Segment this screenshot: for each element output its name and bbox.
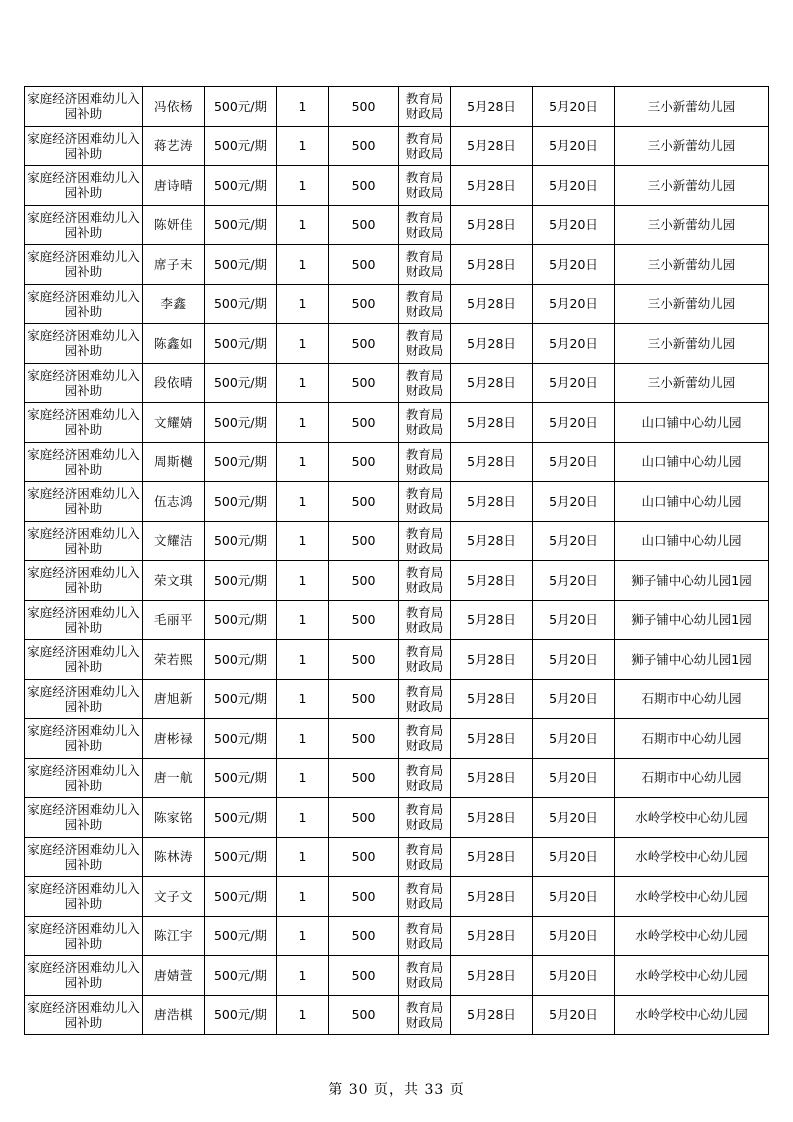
cell-date-1: 5月28日 xyxy=(451,166,533,206)
table-row xyxy=(25,284,769,324)
cell-standard: 500元/期 xyxy=(205,482,277,522)
cell-date-1: 5月28日 xyxy=(451,719,533,759)
cell-standard: 500元/期 xyxy=(205,561,277,601)
cell-item: 家庭经济困难幼儿入园补助 xyxy=(25,995,143,1035)
cell-count: 1 xyxy=(277,363,329,403)
cell-name: 唐旭新 xyxy=(143,679,205,719)
cell-amount: 500 xyxy=(329,482,399,522)
cell-school: 三小新蕾幼儿园 xyxy=(615,126,769,166)
cell-date-1: 5月28日 xyxy=(451,600,533,640)
cell-item: 家庭经济困难幼儿入园补助 xyxy=(25,916,143,956)
cell-date-1: 5月28日 xyxy=(451,363,533,403)
cell-name: 段依晴 xyxy=(143,363,205,403)
cell-school: 山口铺中心幼儿园 xyxy=(615,482,769,522)
cell-count: 1 xyxy=(277,284,329,324)
cell-standard: 500元/期 xyxy=(205,521,277,561)
cell-department: 教育局财政局 xyxy=(399,877,451,917)
cell-item: 家庭经济困难幼儿入园补助 xyxy=(25,363,143,403)
cell-count: 1 xyxy=(277,679,329,719)
cell-standard: 500元/期 xyxy=(205,245,277,285)
table-row xyxy=(25,87,769,127)
cell-count: 1 xyxy=(277,442,329,482)
cell-date-2: 5月20日 xyxy=(533,87,615,127)
table-row xyxy=(25,561,769,601)
cell-item: 家庭经济困难幼儿入园补助 xyxy=(25,719,143,759)
cell-name: 蒋艺涛 xyxy=(143,126,205,166)
cell-school: 三小新蕾幼儿园 xyxy=(615,245,769,285)
cell-date-2: 5月20日 xyxy=(533,205,615,245)
cell-name: 文耀洁 xyxy=(143,521,205,561)
cell-date-1: 5月28日 xyxy=(451,798,533,838)
cell-date-2: 5月20日 xyxy=(533,245,615,285)
cell-department: 教育局财政局 xyxy=(399,640,451,680)
cell-date-1: 5月28日 xyxy=(451,916,533,956)
cell-school: 水岭学校中心幼儿园 xyxy=(615,837,769,877)
cell-count: 1 xyxy=(277,126,329,166)
cell-date-2: 5月20日 xyxy=(533,126,615,166)
cell-department: 教育局财政局 xyxy=(399,995,451,1035)
cell-name: 陈江宇 xyxy=(143,916,205,956)
cell-department: 教育局财政局 xyxy=(399,284,451,324)
cell-amount: 500 xyxy=(329,640,399,680)
cell-amount: 500 xyxy=(329,877,399,917)
cell-amount: 500 xyxy=(329,324,399,364)
cell-name: 唐一航 xyxy=(143,758,205,798)
table-row xyxy=(25,995,769,1035)
cell-date-2: 5月20日 xyxy=(533,324,615,364)
cell-standard: 500元/期 xyxy=(205,166,277,206)
cell-count: 1 xyxy=(277,758,329,798)
cell-count: 1 xyxy=(277,205,329,245)
cell-amount: 500 xyxy=(329,600,399,640)
table-row xyxy=(25,798,769,838)
cell-department: 教育局财政局 xyxy=(399,600,451,640)
cell-item: 家庭经济困难幼儿入园补助 xyxy=(25,679,143,719)
cell-standard: 500元/期 xyxy=(205,916,277,956)
cell-amount: 500 xyxy=(329,245,399,285)
table-row xyxy=(25,442,769,482)
cell-department: 教育局财政局 xyxy=(399,324,451,364)
cell-date-1: 5月28日 xyxy=(451,758,533,798)
cell-date-2: 5月20日 xyxy=(533,758,615,798)
cell-name: 毛丽平 xyxy=(143,600,205,640)
cell-date-2: 5月20日 xyxy=(533,600,615,640)
cell-count: 1 xyxy=(277,166,329,206)
cell-name: 荣若熙 xyxy=(143,640,205,680)
cell-date-1: 5月28日 xyxy=(451,205,533,245)
cell-item: 家庭经济困难幼儿入园补助 xyxy=(25,482,143,522)
cell-school: 水岭学校中心幼儿园 xyxy=(615,877,769,917)
cell-school: 水岭学校中心幼儿园 xyxy=(615,798,769,838)
cell-amount: 500 xyxy=(329,956,399,996)
table-row xyxy=(25,600,769,640)
cell-amount: 500 xyxy=(329,521,399,561)
cell-item: 家庭经济困难幼儿入园补助 xyxy=(25,956,143,996)
cell-item: 家庭经济困难幼儿入园补助 xyxy=(25,126,143,166)
cell-amount: 500 xyxy=(329,442,399,482)
cell-item: 家庭经济困难幼儿入园补助 xyxy=(25,798,143,838)
cell-item: 家庭经济困难幼儿入园补助 xyxy=(25,758,143,798)
cell-amount: 500 xyxy=(329,561,399,601)
cell-standard: 500元/期 xyxy=(205,798,277,838)
cell-amount: 500 xyxy=(329,205,399,245)
table-row xyxy=(25,403,769,443)
cell-name: 伍志鸿 xyxy=(143,482,205,522)
cell-date-2: 5月20日 xyxy=(533,719,615,759)
cell-date-2: 5月20日 xyxy=(533,798,615,838)
cell-amount: 500 xyxy=(329,403,399,443)
cell-standard: 500元/期 xyxy=(205,87,277,127)
cell-date-1: 5月28日 xyxy=(451,442,533,482)
cell-count: 1 xyxy=(277,482,329,522)
cell-date-2: 5月20日 xyxy=(533,442,615,482)
table-row xyxy=(25,877,769,917)
cell-school: 三小新蕾幼儿园 xyxy=(615,284,769,324)
cell-date-1: 5月28日 xyxy=(451,640,533,680)
cell-count: 1 xyxy=(277,798,329,838)
cell-amount: 500 xyxy=(329,284,399,324)
cell-department: 教育局财政局 xyxy=(399,561,451,601)
cell-date-1: 5月28日 xyxy=(451,87,533,127)
cell-name: 冯依杨 xyxy=(143,87,205,127)
cell-date-1: 5月28日 xyxy=(451,837,533,877)
cell-count: 1 xyxy=(277,916,329,956)
cell-date-2: 5月20日 xyxy=(533,561,615,601)
cell-count: 1 xyxy=(277,561,329,601)
cell-date-1: 5月28日 xyxy=(451,482,533,522)
cell-item: 家庭经济困难幼儿入园补助 xyxy=(25,600,143,640)
cell-school: 三小新蕾幼儿园 xyxy=(615,363,769,403)
cell-amount: 500 xyxy=(329,719,399,759)
cell-item: 家庭经济困难幼儿入园补助 xyxy=(25,837,143,877)
cell-item: 家庭经济困难幼儿入园补助 xyxy=(25,324,143,364)
cell-department: 教育局财政局 xyxy=(399,442,451,482)
cell-date-2: 5月20日 xyxy=(533,284,615,324)
table-row xyxy=(25,679,769,719)
cell-school: 水岭学校中心幼儿园 xyxy=(615,916,769,956)
cell-department: 教育局财政局 xyxy=(399,837,451,877)
cell-amount: 500 xyxy=(329,126,399,166)
table-row xyxy=(25,324,769,364)
table-row xyxy=(25,126,769,166)
cell-school: 山口铺中心幼儿园 xyxy=(615,521,769,561)
cell-item: 家庭经济困难幼儿入园补助 xyxy=(25,521,143,561)
cell-item: 家庭经济困难幼儿入园补助 xyxy=(25,284,143,324)
cell-item: 家庭经济困难幼儿入园补助 xyxy=(25,561,143,601)
cell-item: 家庭经济困难幼儿入园补助 xyxy=(25,245,143,285)
cell-standard: 500元/期 xyxy=(205,324,277,364)
cell-standard: 500元/期 xyxy=(205,719,277,759)
cell-school: 三小新蕾幼儿园 xyxy=(615,87,769,127)
cell-school: 狮子铺中心幼儿园1园 xyxy=(615,640,769,680)
cell-standard: 500元/期 xyxy=(205,956,277,996)
page-footer: 第 30 页，共 33 页 xyxy=(328,1082,465,1098)
cell-school: 三小新蕾幼儿园 xyxy=(615,324,769,364)
cell-name: 荣文琪 xyxy=(143,561,205,601)
cell-name: 唐婧萱 xyxy=(143,956,205,996)
table-row xyxy=(25,482,769,522)
cell-standard: 500元/期 xyxy=(205,995,277,1035)
cell-standard: 500元/期 xyxy=(205,679,277,719)
cell-name: 唐彬禄 xyxy=(143,719,205,759)
cell-standard: 500元/期 xyxy=(205,363,277,403)
cell-date-1: 5月28日 xyxy=(451,324,533,364)
cell-department: 教育局财政局 xyxy=(399,916,451,956)
cell-name: 文耀婧 xyxy=(143,403,205,443)
cell-count: 1 xyxy=(277,956,329,996)
cell-department: 教育局财政局 xyxy=(399,956,451,996)
cell-count: 1 xyxy=(277,719,329,759)
cell-department: 教育局财政局 xyxy=(399,798,451,838)
cell-department: 教育局财政局 xyxy=(399,166,451,206)
cell-school: 水岭学校中心幼儿园 xyxy=(615,995,769,1035)
table-row xyxy=(25,245,769,285)
table-row xyxy=(25,521,769,561)
cell-standard: 500元/期 xyxy=(205,126,277,166)
cell-item: 家庭经济困难幼儿入园补助 xyxy=(25,166,143,206)
cell-department: 教育局财政局 xyxy=(399,719,451,759)
table-row xyxy=(25,640,769,680)
cell-amount: 500 xyxy=(329,87,399,127)
table-row xyxy=(25,719,769,759)
cell-amount: 500 xyxy=(329,837,399,877)
cell-date-2: 5月20日 xyxy=(533,521,615,561)
cell-date-2: 5月20日 xyxy=(533,482,615,522)
cell-name: 席子末 xyxy=(143,245,205,285)
cell-count: 1 xyxy=(277,403,329,443)
cell-date-1: 5月28日 xyxy=(451,877,533,917)
cell-date-1: 5月28日 xyxy=(451,561,533,601)
cell-date-2: 5月20日 xyxy=(533,403,615,443)
table-row xyxy=(25,363,769,403)
cell-school: 狮子铺中心幼儿园1园 xyxy=(615,561,769,601)
cell-count: 1 xyxy=(277,995,329,1035)
table-body xyxy=(25,87,769,1035)
cell-standard: 500元/期 xyxy=(205,758,277,798)
cell-date-1: 5月28日 xyxy=(451,284,533,324)
cell-standard: 500元/期 xyxy=(205,640,277,680)
cell-school: 三小新蕾幼儿园 xyxy=(615,205,769,245)
cell-school: 石期市中心幼儿园 xyxy=(615,758,769,798)
cell-name: 陈林涛 xyxy=(143,837,205,877)
subsidy-table xyxy=(24,86,769,1035)
cell-name: 唐浩棋 xyxy=(143,995,205,1035)
cell-department: 教育局财政局 xyxy=(399,679,451,719)
cell-department: 教育局财政局 xyxy=(399,758,451,798)
cell-name: 唐诗晴 xyxy=(143,166,205,206)
cell-school: 石期市中心幼儿园 xyxy=(615,679,769,719)
cell-date-2: 5月20日 xyxy=(533,956,615,996)
cell-item: 家庭经济困难幼儿入园补助 xyxy=(25,877,143,917)
cell-name: 李鑫 xyxy=(143,284,205,324)
cell-department: 教育局财政局 xyxy=(399,245,451,285)
cell-school: 狮子铺中心幼儿园1园 xyxy=(615,600,769,640)
cell-amount: 500 xyxy=(329,798,399,838)
cell-count: 1 xyxy=(277,521,329,561)
cell-count: 1 xyxy=(277,837,329,877)
cell-department: 教育局财政局 xyxy=(399,363,451,403)
table-row xyxy=(25,205,769,245)
cell-name: 周斯樾 xyxy=(143,442,205,482)
cell-amount: 500 xyxy=(329,679,399,719)
cell-amount: 500 xyxy=(329,166,399,206)
cell-amount: 500 xyxy=(329,758,399,798)
cell-date-2: 5月20日 xyxy=(533,166,615,206)
cell-date-1: 5月28日 xyxy=(451,521,533,561)
cell-date-1: 5月28日 xyxy=(451,956,533,996)
cell-department: 教育局财政局 xyxy=(399,126,451,166)
cell-school: 石期市中心幼儿园 xyxy=(615,719,769,759)
cell-date-1: 5月28日 xyxy=(451,126,533,166)
cell-name: 陈家铭 xyxy=(143,798,205,838)
cell-item: 家庭经济困难幼儿入园补助 xyxy=(25,640,143,680)
cell-date-2: 5月20日 xyxy=(533,877,615,917)
cell-department: 教育局财政局 xyxy=(399,403,451,443)
cell-standard: 500元/期 xyxy=(205,877,277,917)
table-row xyxy=(25,956,769,996)
cell-count: 1 xyxy=(277,324,329,364)
cell-school: 山口铺中心幼儿园 xyxy=(615,403,769,443)
table-row xyxy=(25,166,769,206)
cell-count: 1 xyxy=(277,877,329,917)
cell-item: 家庭经济困难幼儿入园补助 xyxy=(25,403,143,443)
cell-department: 教育局财政局 xyxy=(399,205,451,245)
cell-date-1: 5月28日 xyxy=(451,679,533,719)
cell-school: 山口铺中心幼儿园 xyxy=(615,442,769,482)
cell-date-1: 5月28日 xyxy=(451,245,533,285)
cell-name: 文子文 xyxy=(143,877,205,917)
table-row xyxy=(25,837,769,877)
cell-date-2: 5月20日 xyxy=(533,995,615,1035)
cell-school: 三小新蕾幼儿园 xyxy=(615,166,769,206)
cell-department: 教育局财政局 xyxy=(399,87,451,127)
cell-standard: 500元/期 xyxy=(205,442,277,482)
cell-amount: 500 xyxy=(329,363,399,403)
cell-amount: 500 xyxy=(329,995,399,1035)
cell-name: 陈鑫如 xyxy=(143,324,205,364)
table-row xyxy=(25,916,769,956)
cell-amount: 500 xyxy=(329,916,399,956)
cell-count: 1 xyxy=(277,245,329,285)
cell-date-2: 5月20日 xyxy=(533,679,615,719)
cell-date-2: 5月20日 xyxy=(533,363,615,403)
cell-count: 1 xyxy=(277,87,329,127)
cell-department: 教育局财政局 xyxy=(399,521,451,561)
cell-standard: 500元/期 xyxy=(205,837,277,877)
cell-count: 1 xyxy=(277,640,329,680)
cell-standard: 500元/期 xyxy=(205,205,277,245)
cell-date-2: 5月20日 xyxy=(533,837,615,877)
cell-school: 水岭学校中心幼儿园 xyxy=(615,956,769,996)
cell-item: 家庭经济困难幼儿入园补助 xyxy=(25,87,143,127)
cell-date-1: 5月28日 xyxy=(451,995,533,1035)
cell-standard: 500元/期 xyxy=(205,403,277,443)
cell-date-2: 5月20日 xyxy=(533,916,615,956)
table-row xyxy=(25,758,769,798)
cell-department: 教育局财政局 xyxy=(399,482,451,522)
cell-date-1: 5月28日 xyxy=(451,403,533,443)
cell-date-2: 5月20日 xyxy=(533,640,615,680)
cell-item: 家庭经济困难幼儿入园补助 xyxy=(25,442,143,482)
cell-count: 1 xyxy=(277,600,329,640)
cell-name: 陈妍佳 xyxy=(143,205,205,245)
cell-standard: 500元/期 xyxy=(205,600,277,640)
cell-standard: 500元/期 xyxy=(205,284,277,324)
cell-item: 家庭经济困难幼儿入园补助 xyxy=(25,205,143,245)
